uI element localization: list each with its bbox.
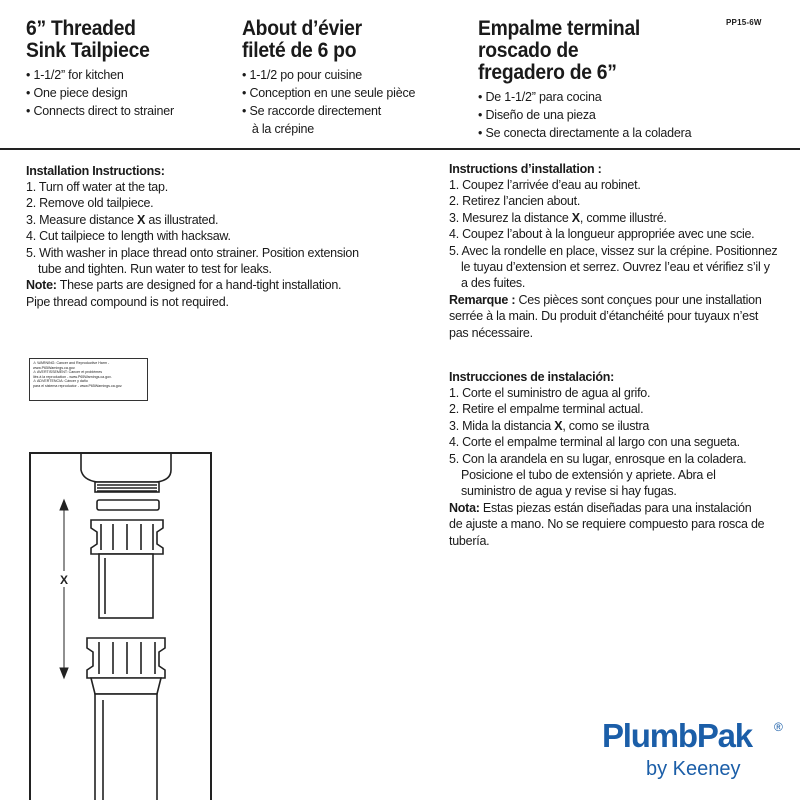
title-line: fregadero de 6” xyxy=(478,61,617,84)
step-text: , comme illustré. xyxy=(579,210,667,225)
instruction-note-cont: serrée à la main. Du produit d’étanchéité pour tuyaux n’est xyxy=(449,309,759,324)
features-french xyxy=(242,66,415,138)
instructions-spanish xyxy=(449,369,764,549)
tailpiece-tube-upper xyxy=(99,554,153,618)
instructions-french xyxy=(449,161,777,341)
feature-item: • 1-1/2 po pour cuisine xyxy=(242,68,362,82)
registered-mark: ® xyxy=(774,720,783,734)
instruction-step-cont: le tuyau d’extension et serrez. Ouvrez l’eau et vérifiez s’il y xyxy=(461,260,770,275)
features-spanish xyxy=(478,88,691,142)
instructions-heading: Instructions d’installation : xyxy=(449,162,602,176)
instruction-step xyxy=(449,210,777,226)
instruction-step: 5. Con la arandela en su lugar, enrosque en la coladera. xyxy=(449,451,747,466)
dimension-arrow-top xyxy=(60,500,68,510)
note-text: These parts are designed for a hand-tight installation. xyxy=(56,278,342,293)
title-spanish xyxy=(478,18,674,84)
feature-item: • Conception en une seule pièce xyxy=(242,86,416,100)
instruction-step xyxy=(26,212,359,228)
header-divider xyxy=(0,148,800,150)
instruction-step: 1. Coupez l’arrivée d’eau au robinet. xyxy=(449,178,641,192)
instruction-note xyxy=(449,292,777,308)
title-line: fileté de 6 po xyxy=(242,39,357,62)
feature-item: • Diseño de una pieza xyxy=(478,108,596,122)
step-text: , como se ilustra xyxy=(562,418,650,433)
warning-line: ⚠ ADVERTENCIA: Cáncer y daño xyxy=(33,379,88,384)
feature-item: • 1-1/2” for kitchen xyxy=(26,68,124,82)
instruction-step: 1. Turn off water at the tap. xyxy=(26,180,168,194)
product-code: PP15-6W xyxy=(726,18,762,27)
features-english xyxy=(26,66,174,120)
strainer-body xyxy=(81,454,171,482)
note-text: Estas piezas están diseñadas para una instalación xyxy=(479,500,752,515)
feature-item: • De 1-1/2” para cocina xyxy=(478,90,602,104)
instruction-step-cont: tube and tighten. Run water to test for leaks. xyxy=(38,262,272,277)
note-label: Note: xyxy=(26,278,57,293)
distance-x: X xyxy=(554,418,563,433)
step-text: 3. Measure distance xyxy=(26,212,138,227)
instructions-heading: Instrucciones de instalación: xyxy=(449,370,615,384)
warning-line: www.P65Warnings.ca.gov. xyxy=(33,365,76,370)
feature-item: • Se raccorde directement xyxy=(242,104,382,118)
product-header xyxy=(0,0,800,149)
title-french xyxy=(242,18,401,62)
instruction-note-cont: de ajuste a mano. No se requiere compuesto para rosca de xyxy=(449,517,765,532)
instruction-step: 2. Remove old tailpiece. xyxy=(26,196,154,211)
brand-name: PlumbPak xyxy=(602,717,752,754)
note-label: Nota: xyxy=(449,500,480,515)
tailpiece-diagram xyxy=(29,452,212,800)
tube-flange xyxy=(91,678,161,694)
step-text: as illustrated. xyxy=(145,212,219,227)
instruction-step: 5. With washer in place thread onto strainer. Position extension xyxy=(26,245,359,260)
tailpiece-tube-lower xyxy=(95,694,157,800)
instruction-step: 1. Corte el suministro de agua al grifo. xyxy=(449,386,651,400)
instruction-note xyxy=(449,500,764,516)
header-english xyxy=(26,18,174,120)
dimension-label: X xyxy=(59,573,69,587)
header-spanish xyxy=(478,18,691,142)
distance-x: X xyxy=(137,212,146,227)
instruction-step-cont: a des fuites. xyxy=(461,276,526,291)
instruction-step: 4. Corte el empalme terminal al largo con una segueta. xyxy=(449,435,740,450)
title-line: About d’évier xyxy=(242,17,362,40)
instruction-note-cont: Pipe thread compound is not required. xyxy=(26,294,229,309)
instruction-step: 4. Coupez l’about à la longueur appropriée avec une scie. xyxy=(449,227,755,242)
warning-line: ⚠ WARNING: Cancer and Reproductive Harm - xyxy=(33,361,110,365)
header-french xyxy=(242,18,415,138)
instruction-step-cont: Posicione el tubo de extensión y apriete. Abra el xyxy=(461,468,716,483)
instruction-step: 2. Retirez l’ancien about. xyxy=(449,194,581,209)
brand-tagline: by Keeney xyxy=(646,758,741,780)
prop65-warning-label xyxy=(29,358,148,401)
instruction-step: 4. Cut tailpiece to length with hacksaw. xyxy=(26,229,231,244)
plumbpak-logo xyxy=(602,717,783,780)
note-label: Remarque : xyxy=(449,292,516,307)
feature-item: à la crépine xyxy=(242,122,315,136)
feature-item: • One piece design xyxy=(26,86,128,100)
note-text: Ces pièces sont conçues pour une installation xyxy=(515,292,762,307)
instruction-step: 2. Retire el empalme terminal actual. xyxy=(449,402,644,417)
title-line: Empalme terminal xyxy=(478,17,641,40)
step-text: 3. Mida la distancia xyxy=(449,418,555,433)
distance-x: X xyxy=(571,210,580,225)
title-line: 6” Threaded xyxy=(26,17,136,40)
instruction-step xyxy=(449,418,764,434)
feature-item: • Connects direct to strainer xyxy=(26,104,174,118)
warning-line: para el sistema reproductor - www.P65Warnings.ca.gov. xyxy=(33,383,123,388)
instruction-note-cont: tubería. xyxy=(449,533,490,548)
feature-item: • Se conecta directamente a la coladera xyxy=(478,126,692,140)
title-line: roscado de xyxy=(478,39,579,62)
warning-line: ⚠ AVERTISSEMENT: Cancer et problèmes xyxy=(33,370,102,375)
instruction-step-cont: suministro de agua y revise si hay fugas. xyxy=(461,484,677,499)
step-text: 3. Mesurez la distance xyxy=(449,210,572,225)
dimension-arrow-bottom xyxy=(60,668,68,678)
washer xyxy=(97,500,159,510)
title-line: Sink Tailpiece xyxy=(26,39,150,62)
instructions-english xyxy=(26,163,359,310)
warning-line: liés à la reproduction - www.P65Warnings.ca.gov. xyxy=(33,374,112,379)
instruction-note-cont: pas nécessaire. xyxy=(449,325,533,340)
tailpiece-illustration xyxy=(31,454,212,800)
instructions-heading: Installation Instructions: xyxy=(26,164,165,178)
instruction-step: 5. Avec la rondelle en place, vissez sur la crépine. Positionnez xyxy=(449,243,778,258)
instruction-note xyxy=(26,277,359,293)
title-english xyxy=(26,18,162,62)
